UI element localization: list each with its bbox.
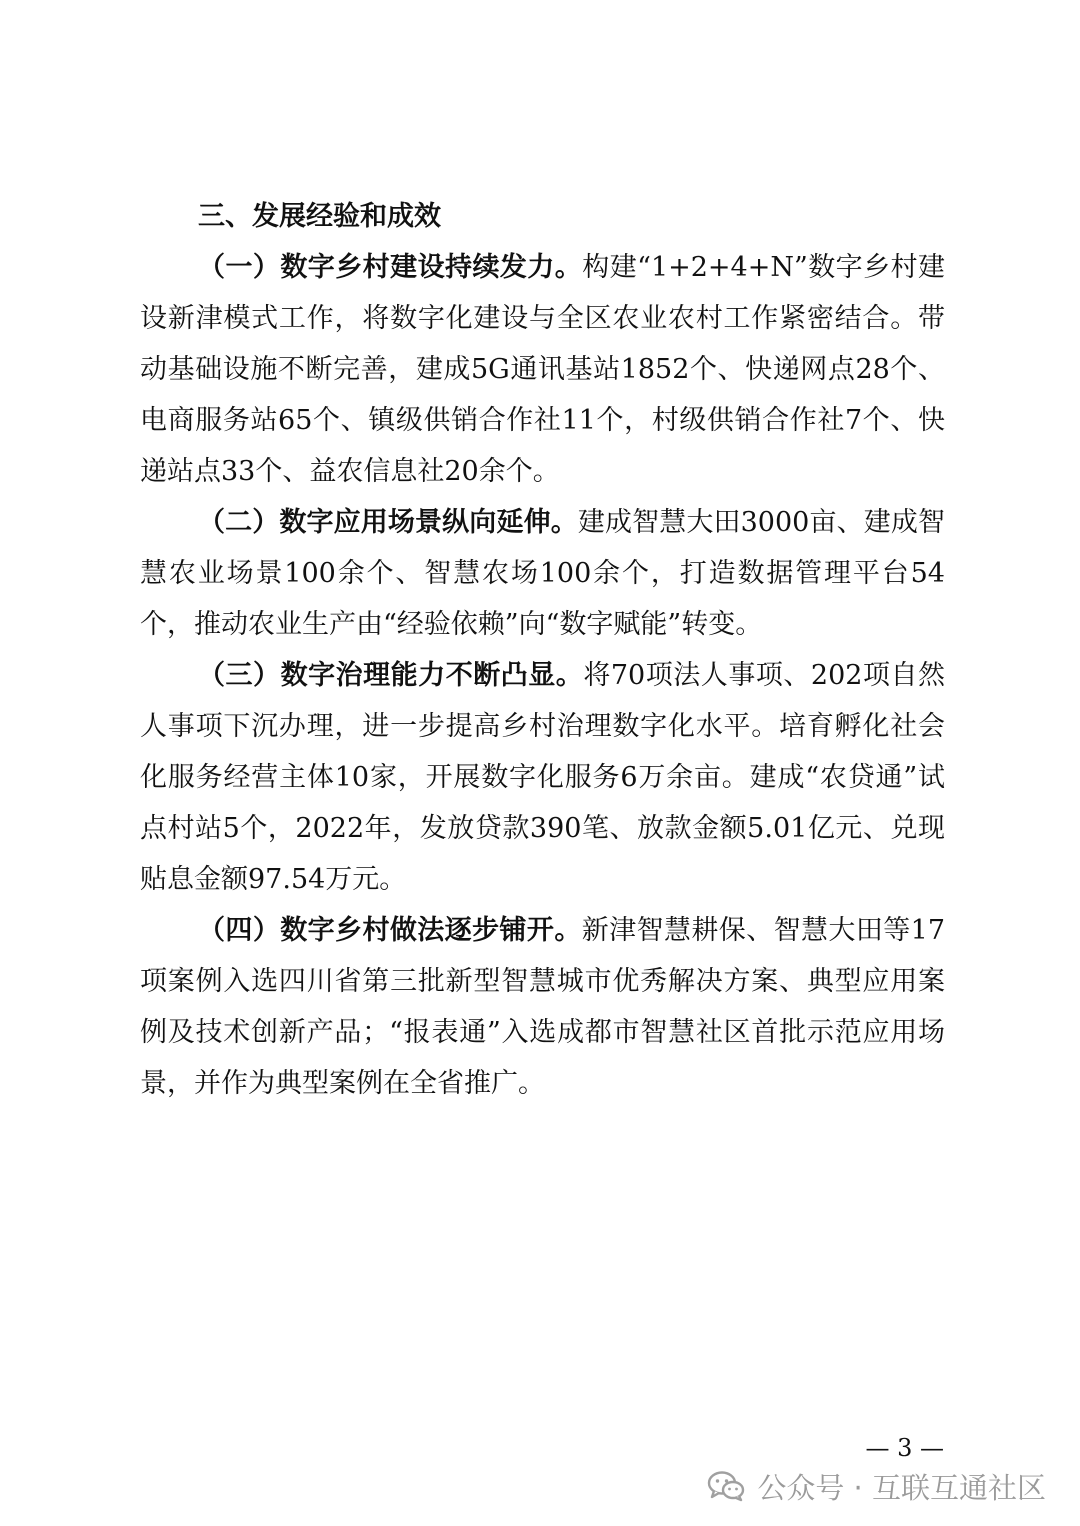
paragraph-body: 新津智慧耕保、智慧大田等17项案例入选四川省第三批新型智慧城市优秀解决方案、典型应用案例及技术创新产品；“报表通”入选成都市智慧社区首批示范应用场景，并作为典型案例在全省推广。 (140, 915, 946, 1099)
paragraph-body: 将70项法人事项、202项自然人事项下沉办理，进一步提高乡村治理数字化水平。培育孵化社会化服务经营主体10家，开展数字化服务6万余亩。建成“农贷通”试点村站5个，2022年，发放贷款390笔、放款金额5.01亿元、兑现贴息金额97.54万元。 (140, 660, 945, 895)
watermark (707, 1464, 1046, 1508)
wechat-icon (707, 1470, 745, 1502)
paragraph-1 (140, 242, 945, 497)
paragraph-body: 构建“1+2+4+N”数字乡村建设新津模式工作，将数字化建设与全区农业农村工作紧密结合。带动基础设施不断完善，建成5G通讯基站1852个、快递网点28个、电商服务站65个、镇级供销合作社11个，村级供销合作社7个、快递站点33个、益农信息社20余个。 (140, 252, 946, 487)
paragraph-body: 建成智慧大田3000亩、建成智慧农业场景100余个、智慧农场100余个，打造数据管理平台54个，推动农业生产由“经验依赖”向“数字赋能”转变。 (140, 507, 945, 640)
paragraph-2 (140, 497, 945, 650)
paragraph-4 (140, 905, 945, 1109)
paragraph-lead: （四）数字乡村做法逐步铺开。 (198, 915, 582, 946)
page-number: — 3 — (865, 1434, 944, 1462)
paragraph-lead: （一）数字乡村建设持续发力。 (198, 252, 583, 283)
document-body (140, 191, 945, 1109)
paragraph-lead: （二）数字应用场景纵向延伸。 (198, 507, 578, 538)
paragraph-lead: （三）数字治理能力不断凸显。 (198, 660, 584, 691)
paragraph-3 (140, 650, 945, 905)
section-heading: 三、发展经验和成效 (198, 201, 441, 232)
watermark-text: 公众号 · 互联互通社区 (757, 1470, 1046, 1505)
